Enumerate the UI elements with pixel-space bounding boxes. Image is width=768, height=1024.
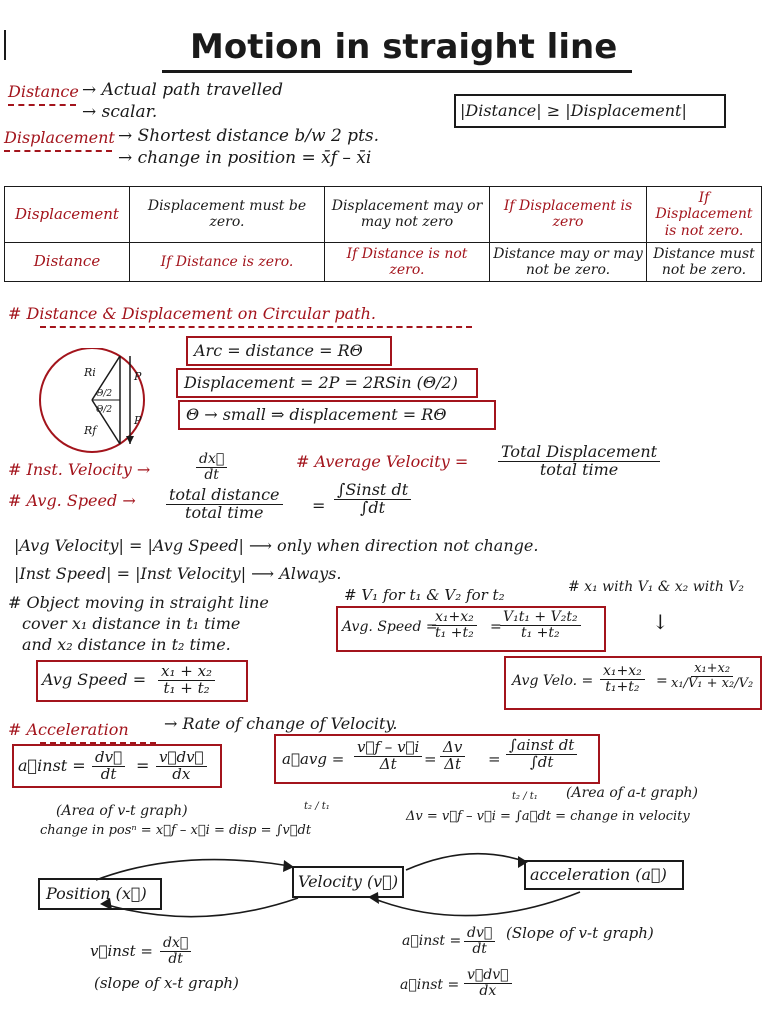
vinst-fraction xyxy=(160,936,191,966)
ainst-vdv-label: a⃗inst = xyxy=(400,977,460,993)
small-angle-formula: Θ → small ⇒ displacement = RΘ xyxy=(186,405,447,424)
aavg-num2: Δv xyxy=(440,740,465,757)
straight-q1: # Object moving in straight line xyxy=(8,593,269,612)
avg-speed-label: # Avg. Speed → xyxy=(8,491,136,510)
avg-speed-box-2-den: t₁ +t₂ xyxy=(435,624,474,641)
label-rf: Rf xyxy=(84,424,97,437)
change-in-position: change in posⁿ = x⃗f – x⃗i = disp = ∫v⃗dt xyxy=(40,823,312,838)
circular-heading-underline xyxy=(40,326,472,328)
arrow-head xyxy=(126,436,134,444)
label-ri: Ri xyxy=(84,366,96,379)
avg-speed-integral-num: ∫Sinst dt xyxy=(334,482,411,500)
table-row xyxy=(5,242,762,281)
label-p2: P xyxy=(134,414,142,427)
label-p1: P xyxy=(134,370,142,383)
straight-q3: and x₂ distance in t₂ time. xyxy=(22,635,231,654)
velocity-node: Velocity (v⃗) xyxy=(298,872,399,891)
acceleration-heading: # Acceleration xyxy=(8,720,129,739)
avg-velocity-box-fraction xyxy=(600,664,645,694)
relation-avg: |Avg Velocity| = |Avg Speed| ⟶ only when direction not change. xyxy=(14,536,539,555)
avg-velocity-box-num2: x₁+x₂ xyxy=(691,662,733,677)
avg-speed-box-1-num: x₁ + x₂ xyxy=(158,664,215,681)
avg-speed-integral-den: ∫dt xyxy=(360,497,386,517)
straight-down-arrow: ↓ xyxy=(652,610,669,634)
avg-velocity-fraction xyxy=(498,444,660,479)
ainst-eq: = xyxy=(136,756,150,775)
straight-case2: # V₁ for t₁ & V₂ for t₂ xyxy=(344,586,505,604)
aavg-label: a⃗avg = xyxy=(282,750,345,768)
arrow-position-to-velocity xyxy=(96,860,290,880)
velocity-limits: t₂ / t₁ xyxy=(512,791,538,802)
title-underline xyxy=(162,70,632,73)
aavg-den3: ∫dt xyxy=(529,752,554,771)
avg-speed-box-1-den: t₁ + t₂ xyxy=(163,678,210,697)
ainst-vdv-fraction xyxy=(464,968,512,998)
avg-velocity-label: # Average Velocity = xyxy=(296,452,469,471)
avg-velocity-box-fraction-2 xyxy=(668,662,756,690)
avg-velocity-box-eq: = xyxy=(656,673,668,689)
table-cell: Distance may or may not be zero. xyxy=(490,242,647,281)
table-cell: If Displacement is not zero. xyxy=(647,187,762,243)
avg-speed-box-2-num: x₁+x₂ xyxy=(432,610,477,626)
ainst-slope-label: a⃗inst = xyxy=(402,933,462,949)
avg-speed-box-2-label: Avg. Speed = xyxy=(342,619,438,635)
ainst-fraction-2 xyxy=(156,750,207,783)
ainst-den: dt xyxy=(100,764,117,783)
circular-heading: # Distance & Displacement on Circular path. xyxy=(8,304,376,323)
straight-case3: # x₁ with V₁ & x₂ with V₂ xyxy=(568,579,745,595)
avg-speed-integral-fraction xyxy=(334,482,411,517)
displacement-line-1: → Shortest distance b/w 2 pts. xyxy=(118,126,380,146)
table-cell: If Distance is not zero. xyxy=(325,242,490,281)
distance-line-1: → Actual path travelled xyxy=(82,80,283,100)
acceleration-node: acceleration (a⃗) xyxy=(530,865,667,884)
vinst-num: dx⃗ xyxy=(160,936,191,952)
aavg-num: v⃗f – v⃗i xyxy=(354,740,422,757)
table-cell: Distance must not be zero. xyxy=(647,242,762,281)
arrow-velocity-to-acceleration xyxy=(406,854,526,870)
inst-velocity-den: dt xyxy=(204,466,219,483)
distance-line-2: → scalar. xyxy=(82,102,158,122)
inst-velocity-num: dx⃗ xyxy=(196,452,227,468)
table-head-displacement: Displacement xyxy=(5,187,130,243)
aavg-den: Δt xyxy=(379,754,397,773)
avg-speed-eq: = xyxy=(312,496,326,515)
arc-formula: Arc = distance = RΘ xyxy=(194,341,363,360)
avg-speed-box-1-fraction xyxy=(158,664,215,697)
label-theta2: Θ/2 xyxy=(96,405,113,415)
circle-diagram xyxy=(34,348,154,458)
area-vt-note: (Area of v-t graph) xyxy=(56,803,188,819)
inst-velocity-fraction xyxy=(196,452,227,482)
displacement-formula: Displacement = 2P = 2RSin (Θ/2) xyxy=(184,373,458,392)
ainst-slope-den: dt xyxy=(472,940,487,957)
aavg-fraction-3 xyxy=(506,738,577,771)
avg-velocity-box-label: Avg Velo. = xyxy=(512,673,594,689)
avg-speed-box-1-label: Avg Speed = xyxy=(42,670,147,689)
inst-velocity-label: # Inst. Velocity → xyxy=(8,460,151,479)
ainst-slope-fraction xyxy=(464,926,495,956)
displacement-underline xyxy=(4,150,112,152)
table-cell: If Displacement is zero xyxy=(490,187,647,243)
avg-speed-box-2-fraction xyxy=(432,610,477,640)
aavg-num3: ∫ainst dt xyxy=(506,738,577,755)
ainst-den2: dx xyxy=(172,764,191,783)
table-cell: Displacement must be zero. xyxy=(130,187,325,243)
vinst-den: dt xyxy=(168,950,183,967)
table-cell: If Distance is zero. xyxy=(130,242,325,281)
aavg-den2: Δt xyxy=(444,754,462,773)
avg-velocity-den: total time xyxy=(539,459,619,479)
table-head-distance: Distance xyxy=(5,242,130,281)
acceleration-heading-rest: → Rate of change of Velocity. xyxy=(164,714,398,733)
displacement-line-2: → change in position = x̄f – x̄i xyxy=(118,148,372,168)
displacement-label: Displacement xyxy=(4,128,115,147)
aavg-fraction xyxy=(354,740,422,773)
margin-mark xyxy=(4,30,6,60)
comparison-table xyxy=(4,186,762,282)
aavg-eq: = xyxy=(424,750,437,768)
avg-speed-num: total distance xyxy=(166,487,283,505)
slope-xt-note: (slope of x-t graph) xyxy=(94,974,239,992)
relation-inst: |Inst Speed| = |Inst Velocity| ⟶ Always. xyxy=(14,564,342,583)
avg-speed-box-2-fraction-2 xyxy=(500,610,581,640)
aavg-eq2: = xyxy=(488,750,501,768)
avg-velocity-box-den2: x₁/V₁ + x₂/V₂ xyxy=(671,675,754,691)
distance-underline xyxy=(8,104,76,106)
position-limits: t₂ / t₁ xyxy=(304,801,330,812)
vinst-label: v⃗inst = xyxy=(90,942,153,960)
avg-speed-box-2-num2: V₁t₁ + V₂t₂ xyxy=(500,610,581,626)
page-title: Motion in straight line xyxy=(190,27,618,67)
table-cell: Displacement may or may not zero xyxy=(325,187,490,243)
avg-velocity-box-num: x₁+x₂ xyxy=(600,664,645,680)
avg-speed-fraction xyxy=(166,487,283,522)
label-theta1: Θ/2 xyxy=(96,389,113,399)
distance-inequality: |Distance| ≥ |Displacement| xyxy=(460,101,687,120)
avg-speed-den: total time xyxy=(185,502,264,522)
avg-speed-box-2-den2: t₁ +t₂ xyxy=(520,624,560,641)
change-in-velocity: Δv = v⃗f – v⃗i = ∫a⃗dt = change in velocity xyxy=(406,809,690,824)
avg-velocity-num: Total Displacement xyxy=(498,444,660,462)
ainst-num: dv⃗ xyxy=(92,750,125,767)
ainst-label: a⃗inst = xyxy=(18,756,86,775)
aavg-fraction-2 xyxy=(440,740,465,773)
straight-q2: cover x₁ distance in t₁ time xyxy=(22,614,241,633)
avg-velocity-box-den: t₁+t₂ xyxy=(605,678,640,695)
table-row xyxy=(5,187,762,243)
ainst-fraction xyxy=(92,750,125,783)
avg-speed-box-2-eq: = xyxy=(490,619,502,635)
ainst-vdv-den: dx xyxy=(479,982,497,999)
area-at-note: (Area of a-t graph) xyxy=(566,785,699,801)
slope-vt-note: (Slope of v-t graph) xyxy=(506,924,654,942)
ainst-vdv-num: v⃗dv⃗ xyxy=(464,968,512,984)
distance-label: Distance xyxy=(8,82,79,101)
ainst-slope-num: dv⃗ xyxy=(464,926,495,942)
position-node: Position (x⃗) xyxy=(46,884,147,903)
ainst-num2: v⃗dv⃗ xyxy=(156,750,207,767)
